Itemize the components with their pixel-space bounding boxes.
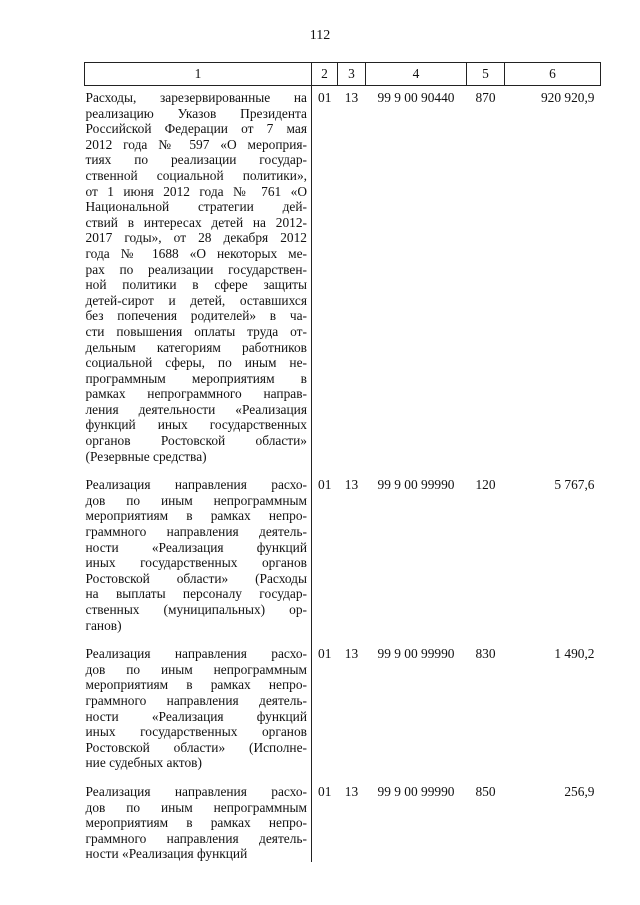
description-line: Национальной стратегии дей- <box>85 199 307 215</box>
table-body <box>85 86 601 862</box>
description-line: ной политики в сфере защиты <box>85 277 307 293</box>
subsection-code: 13 <box>344 646 359 662</box>
description-line: реализацию Указов Президента <box>85 105 307 121</box>
header-col-1: 1 <box>85 63 312 86</box>
description-line: ности «Реализация функций <box>85 846 248 862</box>
description-line: Реализация направления расхо- <box>85 477 307 493</box>
page-number: 112 <box>309 28 331 43</box>
description-line: Реализация направления расхо- <box>85 646 307 662</box>
description-line: граммного направления деятель- <box>85 692 307 708</box>
subsection-code: 13 <box>344 90 359 105</box>
description-line: рамках непрограммного направ- <box>85 386 307 402</box>
description-line: ганов) <box>85 617 122 633</box>
table-header <box>85 63 601 86</box>
amount: 5 767,6 <box>554 477 595 493</box>
target-article-code: 99 9 00 99990 <box>377 477 455 493</box>
target-article-code: 99 9 00 99990 <box>377 646 455 662</box>
description-line: 2017 годы», от 28 декабря 2012 <box>85 230 307 246</box>
description-line: (Резервные средства) <box>85 448 207 464</box>
description-line: социальной сферы, по иным не- <box>85 355 307 371</box>
table-row <box>85 86 601 465</box>
description-line: дов по иным непрограммным <box>85 661 307 677</box>
description-line: Ростовской области» (Расходы <box>85 570 307 586</box>
description-line: 2012 года № 597 «О мероприя- <box>85 136 307 152</box>
description-line: мероприятиям в рамках непро- <box>85 508 307 524</box>
description-line: тиях по реализации государ- <box>85 152 307 168</box>
expense-description <box>85 464 312 633</box>
description-line: ствий в интересах детей на 2012- <box>85 214 307 230</box>
description-line: иных государственных органов <box>85 724 307 740</box>
header-col-4: 4 <box>366 63 467 86</box>
description-line: граммного направления деятель- <box>85 830 307 846</box>
description-line: на выплаты персоналу государ- <box>85 586 307 602</box>
description-line: Ростовской области» (Исполне- <box>85 739 307 755</box>
description-line: дов по иным непрограммным <box>85 492 307 508</box>
description-line: ности «Реализация функций <box>85 539 307 555</box>
table-row <box>85 464 601 633</box>
section-code: 01 <box>318 477 332 493</box>
description-line: Реализация направления расхо- <box>85 783 307 799</box>
description-line: Расходы, зарезервированные на <box>85 90 307 105</box>
expense-type-code: 830 <box>475 646 496 662</box>
header-col-5: 5 <box>467 63 505 86</box>
table-row <box>85 771 601 862</box>
expense-type-code: 850 <box>475 783 496 799</box>
description-line: мероприятиям в рамках непро- <box>85 815 307 831</box>
description-line: граммного направления деятель- <box>85 524 307 540</box>
expense-description <box>85 86 312 465</box>
description-line: ственной социальной политики», <box>85 167 307 183</box>
header-col-6: 6 <box>505 63 601 86</box>
header-col-2: 2 <box>312 63 338 86</box>
description-line: мероприятиям в рамках непро- <box>85 677 307 693</box>
description-line: иных государственных органов <box>85 555 307 571</box>
target-article-code: 99 9 00 99990 <box>377 783 455 799</box>
description-line: сти повышения оплаты труда от- <box>85 323 307 339</box>
description-line: без попечения родителей» в ча- <box>85 308 307 324</box>
expense-description <box>85 771 312 862</box>
target-article-code: 99 9 00 90440 <box>377 90 455 105</box>
description-line: от 1 июня 2012 года № 761 «О <box>85 183 307 199</box>
description-line: ние судебных актов) <box>85 755 202 771</box>
header-col-3: 3 <box>338 63 366 86</box>
subsection-code: 13 <box>344 783 359 799</box>
description-line: рах по реализации государствен- <box>85 261 307 277</box>
amount: 256,9 <box>564 783 595 799</box>
subsection-code: 13 <box>344 477 359 493</box>
amount: 1 490,2 <box>554 646 595 662</box>
section-code: 01 <box>318 783 332 799</box>
description-line: Российской Федерации от 7 мая <box>85 121 307 137</box>
expense-description <box>85 633 312 771</box>
section-code: 01 <box>318 646 332 662</box>
expense-type-code: 120 <box>475 477 496 493</box>
description-line: органов Ростовской области» <box>85 433 307 449</box>
description-line: программным мероприятиям в <box>85 370 307 386</box>
amount: 920 920,9 <box>540 90 595 105</box>
description-line: года № 1688 «О некоторых ме- <box>85 245 307 261</box>
description-line: функций иных государственных <box>85 417 307 433</box>
expense-type-code: 870 <box>475 90 496 105</box>
description-line: ственных (муниципальных) ор- <box>85 602 307 617</box>
section-code: 01 <box>318 90 332 105</box>
description-line: дельным категориям работников <box>85 339 307 355</box>
description-line: ности «Реализация функций <box>85 708 307 724</box>
description-line: ления деятельности «Реализация <box>85 401 307 417</box>
table-row <box>85 633 601 771</box>
description-line: детей-сирот и детей, оставшихся <box>85 292 307 308</box>
description-line: дов по иным непрограммным <box>85 799 307 815</box>
header-row <box>85 63 601 86</box>
budget-table <box>84 62 601 862</box>
